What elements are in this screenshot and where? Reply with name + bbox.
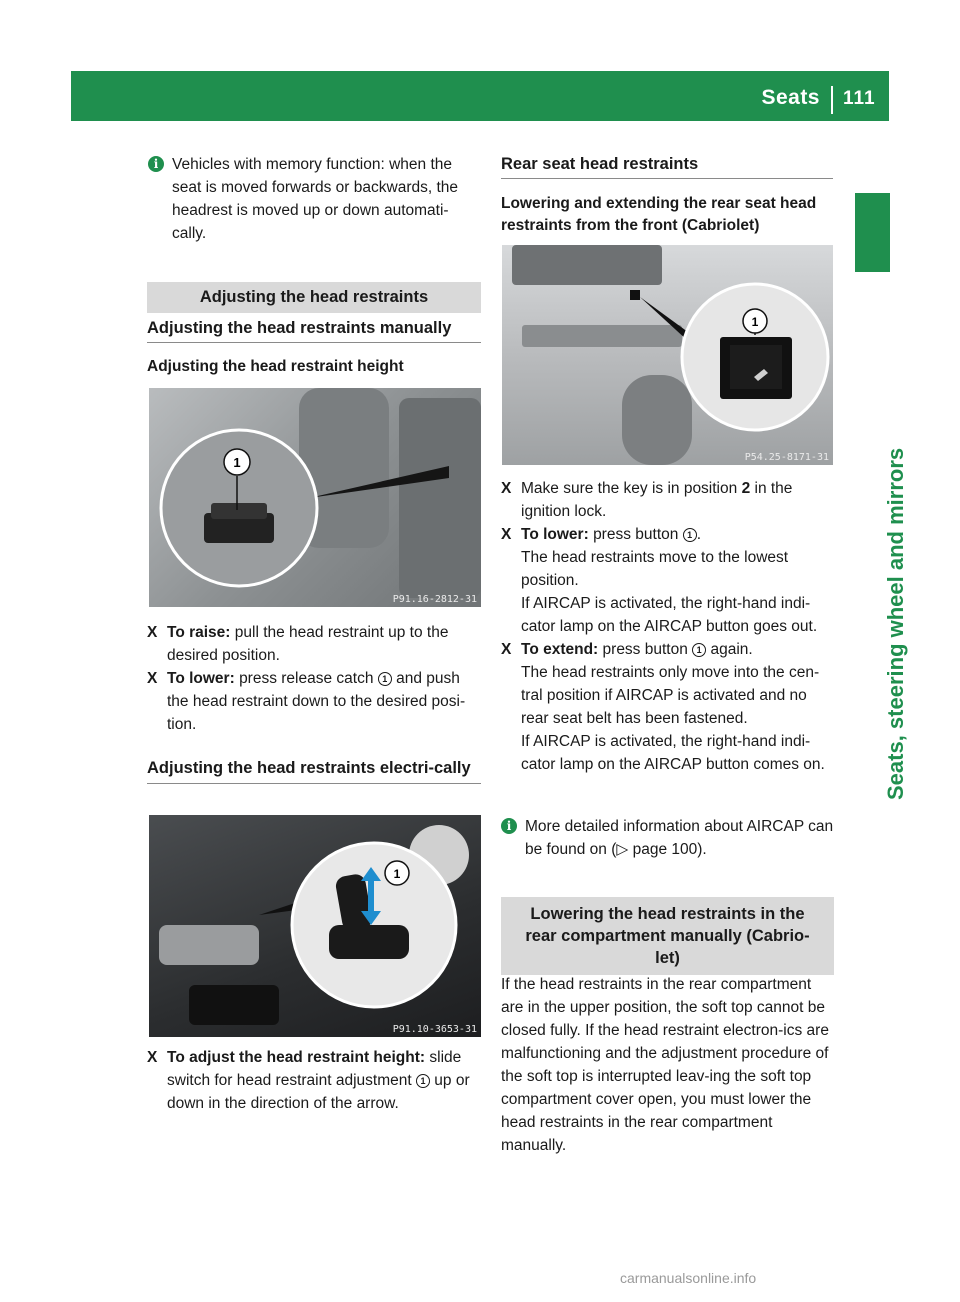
page-ref-arrow-icon: ▷: [616, 841, 629, 858]
callout-1: 1: [378, 672, 392, 686]
manual-title: Adjusting the head restraints manually: [147, 319, 481, 343]
rear-title: Rear seat head restraints: [501, 155, 833, 179]
height-title: Adjusting the head restraint height: [147, 358, 404, 375]
raise-step: X To raise: pull the head restraint up to the desired position.: [147, 624, 449, 664]
side-tab-label: Seats, steering wheel and mirrors: [882, 447, 908, 800]
cabrio-title: Lowering and extending the rear seat head restraints from the front (Cabriolet): [501, 195, 817, 234]
photo-code: P91.16-2812-31: [392, 594, 477, 605]
photo-code: P54.25-8171-31: [744, 452, 829, 463]
door-panel-photo: [149, 815, 481, 1037]
head-restraint-photo: [149, 388, 481, 607]
manual-rear-text: If the head restraints in the rear compartment are in the upper position, the soft top cannot be closed fully. If the head restraint electron-ics are malfunctioning and the adjustment procedure of the soft top is interrupted leav-ing the soft top compartment cover open, you must lower the head restraints in the rear compartment manually.: [501, 976, 829, 1154]
callout-1-label: 1: [233, 455, 241, 470]
callout-1: 1: [692, 643, 706, 657]
page-reference-link[interactable]: page 100).: [632, 841, 707, 858]
lower-step: X To lower: press release catch 1 and push the head restraint down to the desired posi-tion.: [147, 670, 466, 733]
info-icon: i: [148, 156, 164, 172]
head-restraint-illustration: [149, 388, 481, 607]
callout-1-label: 1: [393, 867, 401, 881]
rear-lower-step: X To lower: press button 1 . The head restraints move to the lowest position. If AIRCAP is activated, the right-hand indi-cator lamp on the AIRCAP button goes out.: [501, 526, 818, 635]
side-tab-marker: [855, 193, 890, 272]
aircap-note: i More detailed information about AIRCAP can be found on (▷ page 100).: [501, 815, 835, 861]
extend-step: X To extend: press button 1 again. The head restraints only move into the cen-tral position if AIRCAP is activated and no rear seat belt has been fastened. If AIRCAP is activated, the right-hand indi-cator lamp on the AIRCAP button comes on.: [501, 641, 825, 773]
adjust-step: X To adjust the head restraint height: slide switch for head restraint adjustment 1 up or down in the direction of the arrow.: [147, 1049, 470, 1112]
raise-lower-steps: [147, 621, 481, 736]
watermark: carmanualsonline.info: [620, 1270, 757, 1286]
rear-steps: [501, 477, 835, 776]
callout-1: 1: [683, 528, 697, 542]
callout-1: 1: [416, 1074, 430, 1088]
console-button-illustration: [502, 245, 833, 465]
section-title: Adjusting the head restraints: [147, 282, 481, 313]
manual-rear-title: Lowering the head restraints in the rear compartment manually (Cabrio-let): [501, 897, 834, 975]
center-console-photo: [502, 245, 833, 465]
memory-note: i Vehicles with memory function: when the seat is moved forwards or backwards, the headrest is moved up or down automati-cally.: [148, 153, 481, 245]
key-step: X Make sure the key is in position 2 in the ignition lock.: [501, 480, 793, 520]
callout-1-label: 1: [751, 315, 759, 329]
photo-code: P91.10-3653-31: [392, 1024, 477, 1035]
info-icon: i: [501, 818, 517, 834]
seat-switch-illustration: [149, 815, 481, 1037]
electric-title: Adjusting the head restraints electri-cally: [147, 757, 481, 784]
header-title: Seats: [761, 86, 820, 109]
page-number: 111: [843, 88, 876, 109]
header-separator: [831, 86, 833, 114]
